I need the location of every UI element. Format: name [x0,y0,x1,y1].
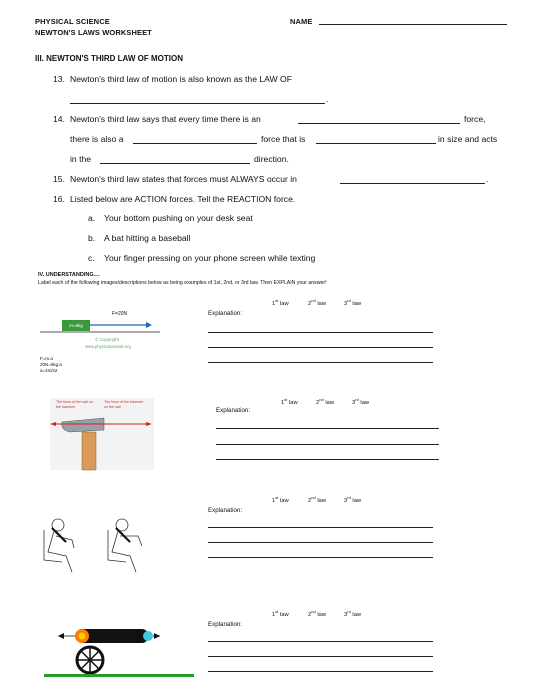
law-choice-2nd[interactable]: 2nd law [308,609,327,618]
mass-block: m=5kg [62,320,90,331]
q14-part7: direction. [254,154,289,164]
q16-item-c-text: Your finger pressing on your phone screen while texting [104,253,316,263]
law-choice-3rd[interactable]: 3rd law [344,298,362,307]
law-choice-2nd[interactable]: 2nd law [308,298,327,307]
hammer-force-label: The force of the hammer on the nail [104,400,144,409]
q16-number: 16. [53,194,65,204]
section-3-title: III. NEWTON'S THIRD LAW OF MOTION [35,54,183,63]
worksheet-title: NEWTON'S LAWS WORKSHEET [35,28,152,37]
section-4-title: IV. UNDERSTANDING.... [38,272,100,278]
name-label: NAME [290,17,313,26]
q14-part3: there is also a [70,134,124,144]
q14-number: 14. [53,114,65,124]
q16-item-a-text: Your bottom pushing on your desk seat [104,213,253,223]
formula-line-3: a=4m/s2 [40,368,58,373]
q14-part4: force that is [261,134,306,144]
q15-text: Newton's third law states that forces must ALWAYS occur in [70,174,297,184]
force-label: F=20N [112,311,128,317]
copyright-text: © Copyright [95,337,119,342]
q14-part6: in the [70,154,92,164]
q13-text: Newton's third law of motion is also known as the LAW OF [70,74,292,84]
explanation-label: Explanation: [216,407,251,414]
nail-force-label: The force of the nail on the hammer [56,400,93,409]
q14-part5: in size and acts [438,134,498,144]
section-4-instructions: Label each of the following images/descriptions below as being examples of 1st, 2nd, or 3rd law. Then EXPLAIN your answer! [38,280,327,286]
q14-part2: force, [464,114,486,124]
law-choice-1st[interactable]: 1st law [272,609,289,618]
explanation-label: Explanation: [208,310,243,317]
q16-text: Listed below are ACTION forces. Tell the REACTION force. [70,194,296,204]
law-choice-3rd[interactable]: 3rd law [352,397,370,406]
q16-item-c-letter: c. [88,253,95,263]
law-choice-1st[interactable]: 1st law [272,298,289,307]
law-choice-2nd[interactable]: 2nd law [308,495,327,504]
law-choice-2nd[interactable]: 2nd law [316,397,335,406]
q14-part1: Newton's third law says that every time there is an [70,114,261,124]
q13-end: . [326,94,329,104]
q15-number: 15. [53,174,65,184]
formula-line-1: F=m.a [40,356,53,361]
law-choice-3rd[interactable]: 3rd law [344,609,362,618]
site-text: www.physicstutorials.org [85,344,131,349]
formula-line-2: 20N=5kg.a [40,362,62,367]
law-choice-1st[interactable]: 1st law [281,397,298,406]
explanation-label: Explanation: [208,507,243,514]
explanation-label: Explanation: [208,621,243,628]
law-choice-3rd[interactable]: 3rd law [344,495,362,504]
q16-item-b-text: A bat hitting a baseball [104,233,191,243]
q15-end: . [486,174,489,184]
q16-item-b-letter: b. [88,233,96,243]
q16-item-a-letter: a. [88,213,96,223]
q13-number: 13. [53,74,65,84]
law-choice-1st[interactable]: 1st law [272,495,289,504]
subject-title: PHYSICAL SCIENCE [35,17,110,26]
